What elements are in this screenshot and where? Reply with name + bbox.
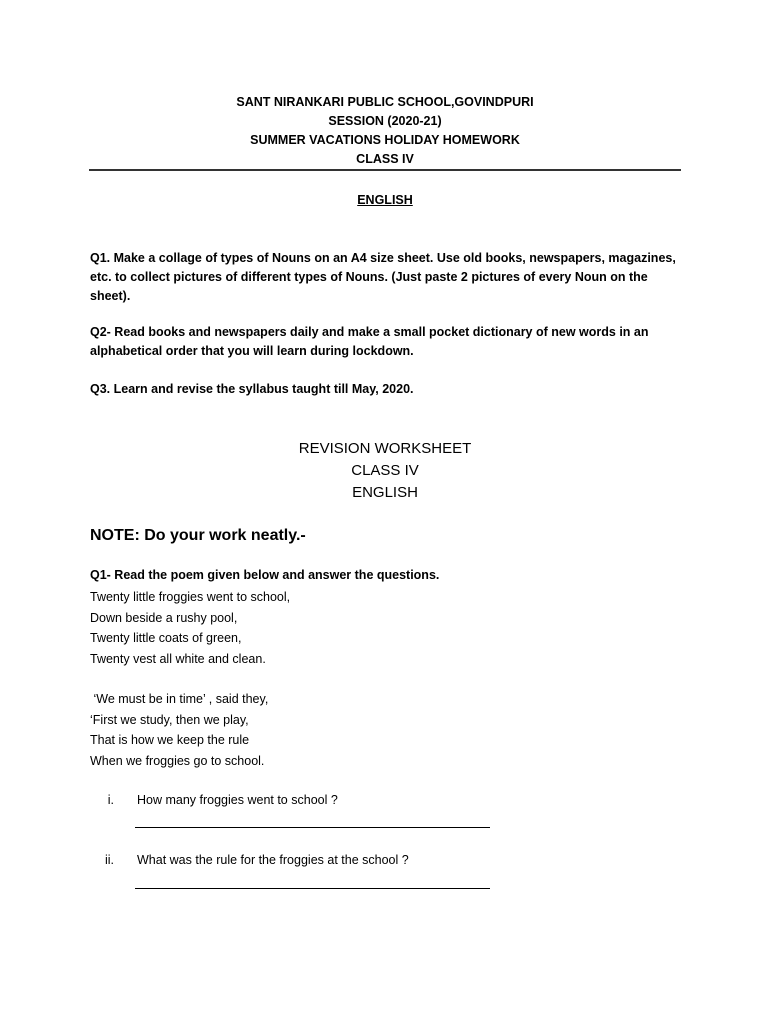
poem-line: ‘We must be in time’ , said they, [90, 692, 269, 706]
school-name: SANT NIRANKARI PUBLIC SCHOOL,GOVINDPURI [236, 95, 534, 109]
answer-line[interactable] [135, 827, 490, 828]
class-line: CLASS IV [356, 152, 414, 166]
poem-line: Twenty little coats of green, [90, 631, 242, 645]
worksheet-title: REVISION WORKSHEET [298, 440, 472, 457]
homework-title: SUMMER VACATIONS HOLIDAY HOMEWORK [250, 133, 520, 147]
subject-heading: ENGLISH [357, 193, 413, 207]
poem-line: Twenty vest all white and clean. [90, 651, 266, 666]
poem-line: Twenty little froggies went to school, [90, 590, 291, 604]
header-divider [89, 169, 681, 171]
homework-question-3: Q3. Learn and revise the syllabus taught till May, 2020. [90, 382, 414, 396]
document-header [90, 93, 680, 169]
poem-stanza-1 [90, 587, 290, 669]
poem-line: That is how we keep the rule [90, 733, 250, 747]
poem-line: When we froggies go to school. [90, 753, 265, 768]
item-number: i. [107, 793, 114, 807]
worksheet-class: CLASS IV [351, 462, 419, 479]
homework-question-2: Q2- Read books and newspapers daily and make a small pocket dictionary of new words in an alphabetical order that you will learn during lockdown. [90, 325, 649, 358]
poem-line: Down beside a rushy pool, [90, 610, 238, 625]
item-text: What was the rule for the froggies at the school ? [137, 853, 409, 867]
poem-line: ‘First we study, then we play, [90, 712, 249, 727]
homework-question-1: Q1. Make a collage of types of Nouns on an A4 size sheet. Use old books, newspapers, magazines, etc. to collect pictures of different types of Nouns. (Just paste 2 pictures of every Noun on the sheet). [90, 251, 676, 303]
worksheet-heading [90, 438, 680, 504]
poem-question: Q1- Read the poem given below and answer the questions. [90, 568, 440, 582]
answer-line[interactable] [135, 888, 490, 889]
worksheet-subject: ENGLISH [352, 484, 418, 501]
item-text: How many froggies went to school ? [137, 793, 338, 807]
session-line: SESSION (2020-21) [328, 114, 442, 128]
item-number: ii. [104, 853, 114, 867]
note-text: NOTE: Do your work neatly.- [90, 527, 306, 544]
poem-stanza-2 [90, 689, 268, 771]
